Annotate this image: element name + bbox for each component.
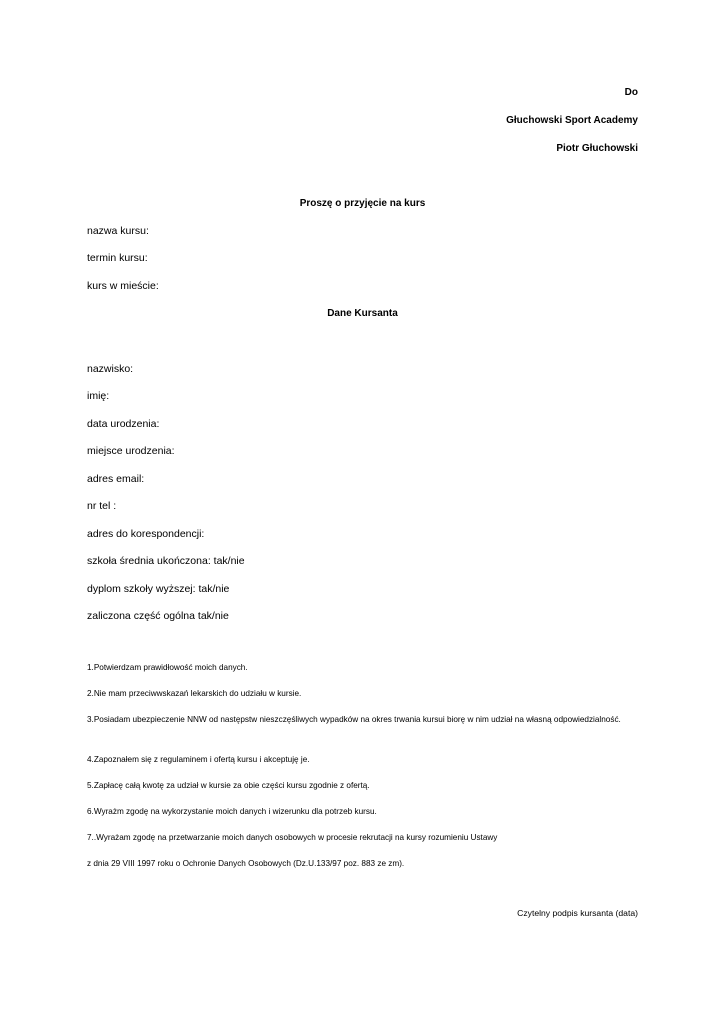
field-email: adres email: bbox=[87, 473, 145, 485]
declaration-item: 7..Wyrażam zgodę na przetwarzanie moich danych osobowych w procesie rekrutacji na kursy rozumieniu Ustawy bbox=[87, 833, 498, 842]
recipient-name: Piotr Głuchowski bbox=[556, 143, 638, 154]
field-course-city: kurs w mieście: bbox=[87, 280, 159, 292]
field-phone: nr tel : bbox=[87, 500, 117, 512]
field-birth-place: miejsce urodzenia: bbox=[87, 445, 175, 457]
signature-label: Czytelny podpis kursanta (data) bbox=[517, 908, 638, 918]
recipient-to: Do bbox=[624, 87, 638, 98]
field-general-part: zaliczona część ogólna tak/nie bbox=[87, 610, 229, 622]
field-birth-date: data urodzenia: bbox=[87, 418, 160, 430]
field-surname: nazwisko: bbox=[87, 363, 134, 375]
field-course-name: nazwa kursu: bbox=[87, 225, 149, 237]
declaration-item: 3.Posiadam ubezpieczenie NNW od następstw nieszczęśliwych wypadków na okres trwania kursui biorę w nim udział na własną odpowiedzialność. bbox=[87, 715, 621, 724]
request-title: Proszę o przyjęcie na kurs bbox=[299, 198, 426, 209]
field-university: dyplom szkoły wyższej: tak/nie bbox=[87, 583, 230, 595]
declaration-item: 5.Zapłacę całą kwotę za udział w kursie za obie części kursu zgodnie z ofertą. bbox=[87, 781, 370, 790]
declaration-item: 2.Nie mam przeciwwskazań lekarskich do udziału w kursie. bbox=[87, 689, 302, 698]
field-address: adres do korespondencji: bbox=[87, 528, 205, 540]
field-first-name: imię: bbox=[87, 390, 110, 402]
declaration-item: 4.Zapoznałem się z regulaminem i ofertą kursu i akceptuję je. bbox=[87, 755, 310, 764]
field-high-school: szkoła średnia ukończona: tak/nie bbox=[87, 555, 245, 567]
section-title: Dane Kursanta bbox=[327, 308, 398, 319]
field-course-date: termin kursu: bbox=[87, 252, 148, 264]
declaration-item: 6.Wyrażm zgodę na wykorzystanie moich danych i wizerunku dla potrzeb kursu. bbox=[87, 807, 377, 816]
declaration-item: 1.Potwierdzam prawidłowość moich danych. bbox=[87, 663, 248, 672]
declaration-item: z dnia 29 VIII 1997 roku o Ochronie Danych Osobowych (Dz.U.133/97 poz. 883 ze zm). bbox=[87, 859, 405, 868]
recipient-org: Głuchowski Sport Academy bbox=[506, 115, 638, 126]
